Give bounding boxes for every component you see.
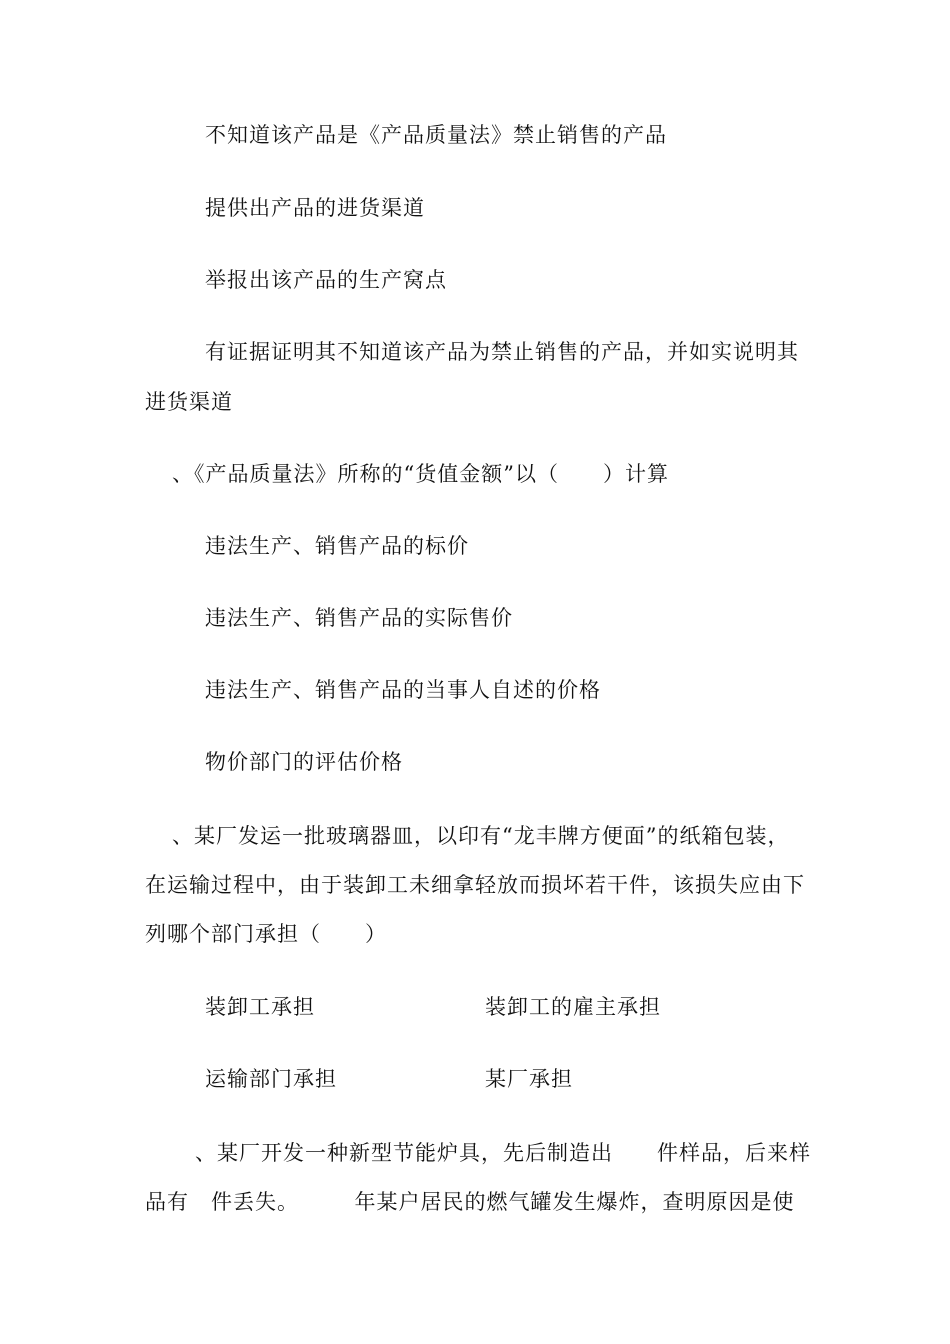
q3-option-d: 某厂承担 [485,1067,573,1091]
q2-option-a: 违法生产、销售产品的标价 [205,534,469,558]
q2-option-b: 违法生产、销售产品的实际售价 [205,606,513,630]
q1-option-d-line1: 有证据证明其不知道该产品为禁止销售的产品，并如实说明其 [205,340,799,364]
q3-stem-line3: 列哪个部门承担（ ） [145,922,387,946]
q4-stem-line2: 品有 件丢失。 年某户居民的燃气罐发生爆炸，查明原因是使 [145,1190,795,1214]
q2-option-c: 违法生产、销售产品的当事人自述的价格 [205,678,601,702]
q3-stem-line2: 在运输过程中，由于装卸工未细拿轻放而损坏若干件，该损失应由下 [145,873,805,897]
q3-stem-line1: 、某厂发运一批玻璃器皿，以印有“龙丰牌方便面”的纸箱包装， [172,824,790,848]
q4-stem-line1: 、某厂开发一种新型节能炉具，先后制造出 件样品，后来样 [195,1141,811,1165]
q2-stem: 、《产品质量法》所称的“货值金额”以（ ）计算 [172,462,669,486]
q3-option-b: 装卸工的雇主承担 [485,995,661,1019]
q1-option-b: 提供出产品的进货渠道 [205,196,425,220]
q2-option-d: 物价部门的评估价格 [205,750,403,774]
q3-option-c: 运输部门承担 [205,1067,337,1091]
q1-option-d-line2: 进货渠道 [145,390,233,414]
q1-option-a: 不知道该产品是《产品质量法》禁止销售的产品 [205,123,667,147]
q1-option-c: 举报出该产品的生产窝点 [205,268,447,292]
q3-option-a: 装卸工承担 [205,995,315,1019]
